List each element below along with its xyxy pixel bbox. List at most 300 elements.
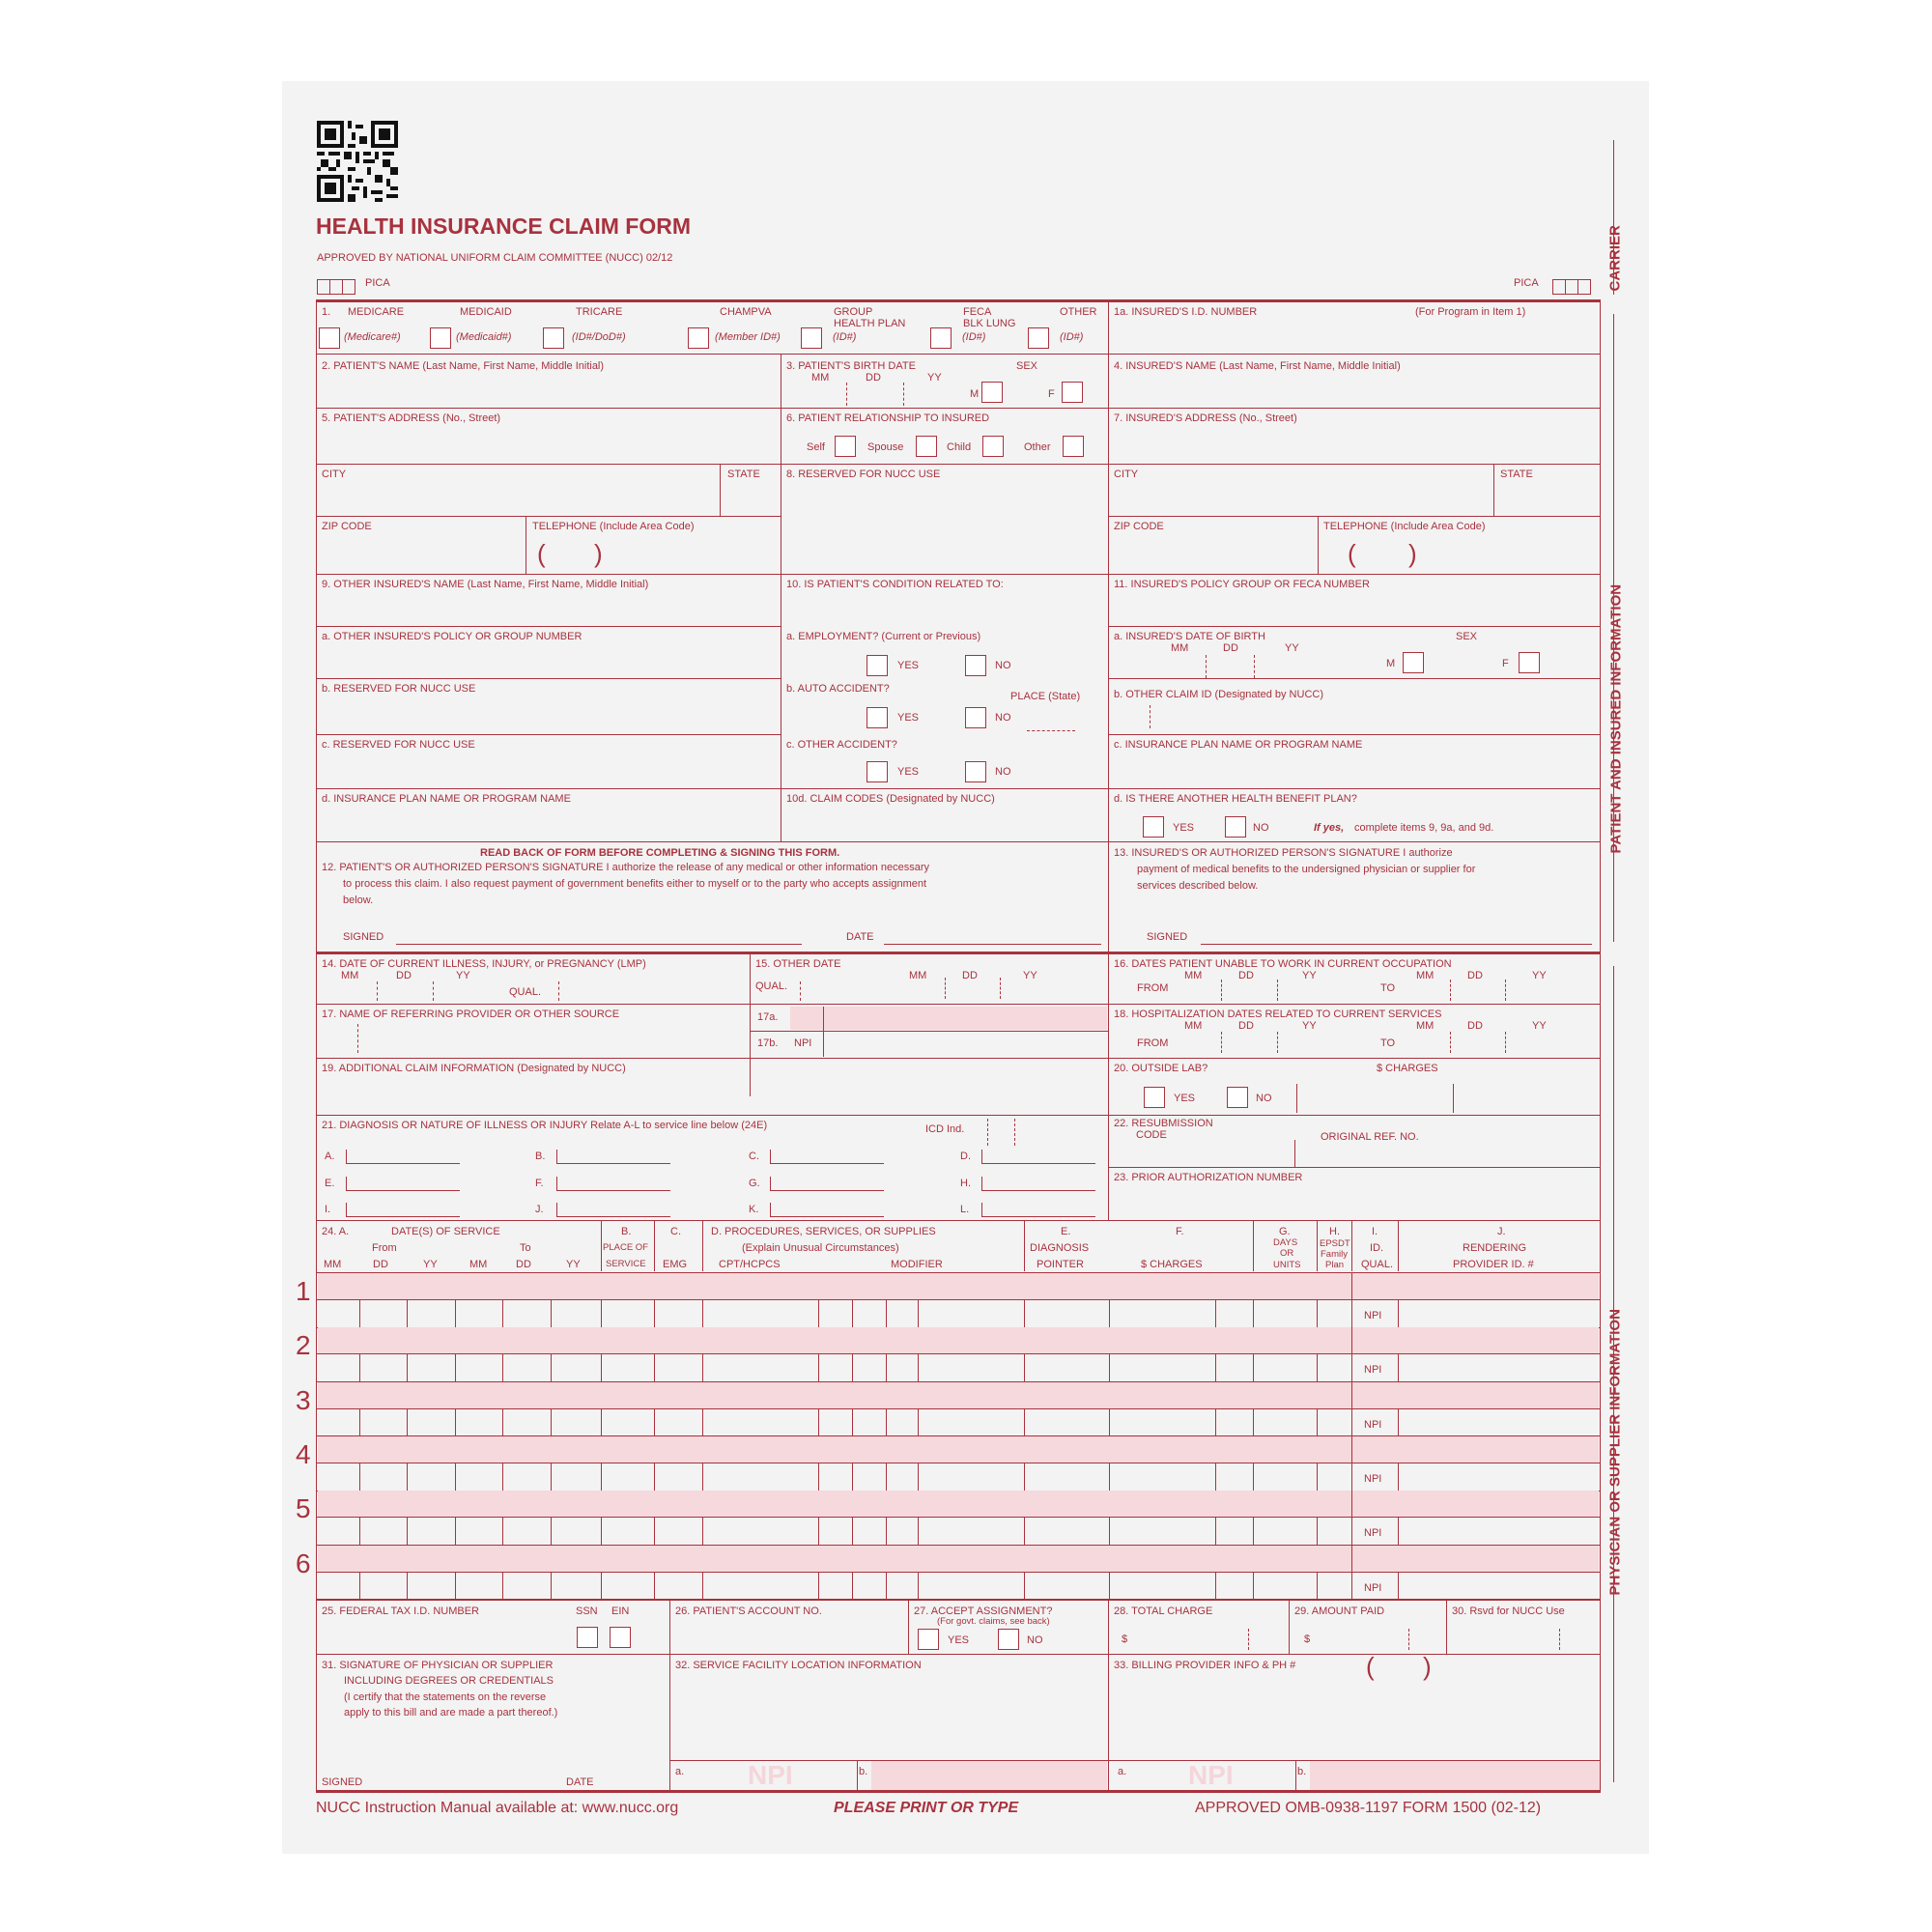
insured-name-field[interactable] — [1111, 377, 1599, 406]
service-line-column-sep — [359, 1517, 360, 1545]
hosp-sep-4 — [1505, 1032, 1506, 1053]
insured-signed-label: SIGNED — [1147, 931, 1188, 943]
outside-lab-sep-1 — [1296, 1084, 1297, 1113]
side-label-patient: PATIENT AND INSURED INFORMATION — [1607, 583, 1625, 854]
diagnosis-field-bar — [556, 1203, 557, 1216]
rel-self-label: Self — [807, 441, 825, 453]
service-line-column-sep — [601, 1299, 602, 1327]
diagnosis-field-bar — [346, 1150, 347, 1163]
pica-left-box-1[interactable] — [317, 279, 330, 295]
svc-explain-label: (Explain Unusual Circumstances) — [742, 1242, 899, 1254]
patient-phone-paren-close: ) — [594, 539, 603, 568]
svc-days-label: DAYS — [1273, 1237, 1298, 1248]
feca-label-1: FECA — [963, 306, 992, 318]
service-line-column-sep — [407, 1408, 408, 1436]
diagnosis-field[interactable] — [981, 1216, 1095, 1217]
svc-from-label: From — [372, 1242, 397, 1254]
other-date-sep-1 — [945, 978, 946, 999]
svc-j-label: J. — [1497, 1226, 1506, 1237]
unable-to-mm: MM — [1416, 970, 1435, 981]
physician-arrow — [1613, 966, 1614, 1782]
physician-signature-label-4: apply to this bill and are made a part thereof.) — [344, 1707, 558, 1719]
service-line-column-sep — [1317, 1517, 1318, 1545]
other-claim-id-sep — [1150, 705, 1151, 728]
referring-sep — [357, 1024, 358, 1053]
birth-date-label: 3. PATIENT'S BIRTH DATE — [786, 360, 916, 372]
svc-g-label: G. — [1279, 1226, 1291, 1237]
svc-family-label: Family — [1321, 1249, 1348, 1260]
physician-signature-label-2: INCLUDING DEGREES OR CREDENTIALS — [344, 1675, 554, 1687]
additional-info-field[interactable] — [319, 1079, 1106, 1114]
diagnosis-letter: H. — [960, 1178, 971, 1189]
service-line-column-sep — [818, 1517, 819, 1545]
rel-other-checkbox[interactable] — [1063, 436, 1084, 457]
other-id-hint: (ID#) — [1060, 331, 1084, 343]
illness-dd: DD — [396, 970, 412, 981]
insured-signature-text-1: 13. INSURED'S OR AUTHORIZED PERSON'S SIGNATURE I authorize — [1114, 847, 1453, 859]
patient-address-field[interactable] — [319, 429, 778, 462]
medicare-checkbox[interactable] — [319, 327, 340, 349]
patient-date-line — [884, 944, 1101, 945]
resubmission-sep — [1294, 1140, 1295, 1167]
outside-lab-charges-label: $ CHARGES — [1377, 1063, 1438, 1074]
facility-b-field[interactable] — [871, 1761, 1107, 1790]
service-line-column-sep — [886, 1463, 887, 1491]
service-line-column-sep — [407, 1463, 408, 1491]
service-line-npi-label: NPI — [1364, 1418, 1382, 1431]
relationship-label: 6. PATIENT RELATIONSHIP TO INSURED — [786, 412, 990, 424]
service-column-i-rule — [1351, 1273, 1352, 1600]
auto-yes-checkbox[interactable] — [867, 707, 888, 728]
champva-label: CHAMPVA — [720, 306, 772, 318]
service-line-npi-label: NPI — [1364, 1472, 1382, 1485]
bottom-border — [316, 1790, 1601, 1793]
service-line-number: 2 — [296, 1330, 311, 1361]
other-date-label: 15. OTHER DATE — [755, 958, 841, 970]
service-line-column-sep — [502, 1572, 503, 1600]
place-state-line — [1027, 730, 1075, 731]
service-line-column-sep — [702, 1353, 703, 1381]
service-line-column-sep — [1024, 1299, 1025, 1327]
hosp-to-yy: YY — [1532, 1020, 1547, 1032]
billing-provider-field[interactable] — [1111, 1689, 1599, 1758]
svc-to-dd: DD — [516, 1259, 531, 1270]
approved-note: APPROVED BY NATIONAL UNIFORM CLAIM COMMITTEE (NUCC) 02/12 — [317, 252, 673, 264]
svc-modifier-label: MODIFIER — [891, 1259, 943, 1270]
billing-a-field[interactable] — [1132, 1761, 1293, 1790]
service-line-column-sep — [1398, 1408, 1399, 1436]
other-date-yy: YY — [1023, 970, 1037, 981]
other-checkbox[interactable] — [1028, 327, 1049, 349]
insured-id-field[interactable] — [1111, 323, 1599, 352]
diagnosis-field[interactable] — [981, 1190, 1095, 1191]
rule-24-end — [316, 1600, 1601, 1601]
pica-left-box-2[interactable] — [329, 279, 343, 295]
physician-signature-field[interactable] — [319, 1729, 667, 1774]
service-line-column-sep — [1215, 1353, 1216, 1381]
sep-29-30 — [1446, 1600, 1447, 1654]
pica-right-box-2[interactable] — [1565, 279, 1578, 295]
pica-left-box-3[interactable] — [342, 279, 355, 295]
service-line-column-sep — [502, 1353, 503, 1381]
service-line-column-sep — [1109, 1572, 1110, 1600]
service-line-column-sep — [1024, 1517, 1025, 1545]
patient-phone-paren-open: ( — [537, 539, 546, 568]
facility-a-field[interactable] — [691, 1761, 855, 1790]
patient-signed-label: SIGNED — [343, 931, 384, 943]
side-label-carrier: CARRIER — [1606, 225, 1624, 292]
employment-yes-checkbox[interactable] — [867, 655, 888, 676]
service-line-column-sep — [1215, 1463, 1216, 1491]
diagnosis-letter: D. — [960, 1151, 971, 1162]
federal-tax-label: 25. FEDERAL TAX I.D. NUMBER — [322, 1605, 480, 1617]
service-facility-field[interactable] — [672, 1677, 1105, 1758]
field-17a-band[interactable] — [790, 1007, 1107, 1030]
insured-signature-text-2: payment of medical benefits to the undersigned physician or supplier for — [1137, 864, 1476, 875]
medicaid-checkbox[interactable] — [430, 327, 451, 349]
outside-lab-no-checkbox[interactable] — [1227, 1087, 1248, 1108]
ein-checkbox[interactable] — [610, 1627, 631, 1648]
svc-or-label: OR — [1280, 1248, 1294, 1259]
other-date-mm: MM — [909, 970, 927, 981]
insured-city-label: CITY — [1114, 469, 1139, 480]
icd-ind-label: ICD Ind. — [925, 1123, 965, 1135]
pica-right-box-1[interactable] — [1552, 279, 1566, 295]
service-line-column-sep — [359, 1408, 360, 1436]
diagnosis-field[interactable] — [346, 1190, 460, 1191]
tricare-id-hint: (ID#/DoD#) — [572, 331, 626, 343]
tricare-checkbox[interactable] — [543, 327, 564, 349]
unable-from-mm: MM — [1184, 970, 1203, 981]
diagnosis-field[interactable] — [770, 1216, 884, 1217]
unable-from-label: FROM — [1137, 982, 1169, 994]
champva-checkbox[interactable] — [688, 327, 709, 349]
patient-name-field[interactable] — [319, 377, 778, 406]
paid-cents-sep — [1408, 1629, 1409, 1650]
billing-b-field[interactable] — [1310, 1761, 1600, 1790]
service-line-column-sep — [601, 1463, 602, 1491]
service-line-column-sep — [702, 1572, 703, 1600]
service-line-column-sep — [654, 1353, 655, 1381]
another-plan-no-label: NO — [1253, 822, 1269, 834]
accept-assignment-label: 27. ACCEPT ASSIGNMENT? — [914, 1605, 1053, 1617]
diagnosis-field-bar — [556, 1177, 557, 1190]
other-accident-no-label: NO — [995, 766, 1011, 778]
patient-date-label: DATE — [846, 931, 874, 943]
pica-right-label: PICA — [1514, 277, 1539, 289]
diagnosis-field[interactable] — [556, 1216, 670, 1217]
employment-label: a. EMPLOYMENT? (Current or Previous) — [786, 631, 981, 642]
amount-paid-dollar: $ — [1304, 1634, 1311, 1645]
illness-qual-sep — [558, 981, 559, 1001]
service-line-column-sep — [359, 1353, 360, 1381]
service-line-column-sep — [1253, 1572, 1254, 1600]
feca-label-2: BLK LUNG — [963, 318, 1016, 329]
svc-hdr-sep-j — [1398, 1220, 1399, 1271]
employment-no-checkbox[interactable] — [965, 655, 986, 676]
accept-yes-label: YES — [948, 1634, 970, 1646]
other-date-qual-label: QUAL. — [755, 980, 788, 992]
outside-lab-sep-2 — [1453, 1084, 1454, 1113]
service-line-column-sep — [359, 1572, 360, 1600]
rel-self-checkbox[interactable] — [835, 436, 856, 457]
accept-yes-checkbox[interactable] — [918, 1629, 939, 1650]
unable-sep-2 — [1277, 980, 1278, 1001]
insured-dob-label: a. INSURED'S DATE OF BIRTH — [1114, 631, 1265, 642]
patient-city-sep — [720, 464, 721, 516]
service-line-column-sep — [852, 1463, 853, 1491]
insured-phone-paren-close: ) — [1408, 539, 1417, 568]
service-line-column-sep — [918, 1572, 919, 1600]
diagnosis-field[interactable] — [556, 1163, 670, 1164]
service-line-column-sep — [359, 1299, 360, 1327]
field-17a-label: 17a. — [757, 1011, 779, 1023]
champva-id-hint: (Member ID#) — [715, 331, 781, 343]
service-line-column-sep — [551, 1299, 552, 1327]
other-insured-label: 9. OTHER INSURED'S NAME (Last Name, First Name, Middle Initial) — [322, 579, 649, 590]
service-line-column-sep — [1253, 1299, 1254, 1327]
accept-no-checkbox[interactable] — [998, 1629, 1019, 1650]
service-line-column-sep — [918, 1517, 919, 1545]
insured-zip-label: ZIP CODE — [1114, 521, 1164, 532]
service-line-column-sep — [852, 1572, 853, 1600]
insured-sex-f-label: F — [1502, 658, 1509, 669]
insured-sex-f-checkbox[interactable] — [1519, 652, 1540, 673]
qr-code-icon — [317, 121, 398, 202]
outside-lab-label: 20. OUTSIDE LAB? — [1114, 1063, 1208, 1074]
outside-lab-yes-checkbox[interactable] — [1144, 1087, 1165, 1108]
group-checkbox[interactable] — [801, 327, 822, 349]
svc-dates-label: DATE(S) OF SERVICE — [391, 1226, 500, 1237]
service-line-column-sep — [359, 1463, 360, 1491]
rel-spouse-label: Spouse — [867, 441, 904, 453]
service-line-number: 5 — [296, 1493, 311, 1524]
if-yes-instruction: complete items 9, 9a, and 9d. — [1354, 822, 1494, 834]
service-line-column-sep — [1024, 1463, 1025, 1491]
svc-hdr-sep-d — [702, 1220, 703, 1271]
rule-4a — [316, 516, 781, 517]
service-line-column-sep — [455, 1463, 456, 1491]
diagnosis-field[interactable] — [770, 1163, 884, 1164]
svc-hdr-sep-g — [1253, 1220, 1254, 1271]
patient-sex-m-checkbox[interactable] — [981, 382, 1003, 403]
diagnosis-field[interactable] — [556, 1190, 670, 1191]
facility-ab-sep — [857, 1760, 858, 1791]
unable-sep-3 — [1450, 980, 1451, 1001]
other-date-dd: DD — [962, 970, 978, 981]
patient-zip-label: ZIP CODE — [322, 521, 372, 532]
other-accident-yes-checkbox[interactable] — [867, 761, 888, 782]
birth-mm: MM — [811, 372, 830, 384]
billing-b-label: b. — [1297, 1766, 1307, 1777]
service-line-shaded[interactable] — [318, 1436, 1599, 1463]
unable-from-yy: YY — [1302, 970, 1317, 981]
group-label-2: HEALTH PLAN — [834, 318, 906, 329]
service-line-shaded[interactable] — [318, 1546, 1599, 1572]
service-line-column-sep — [407, 1517, 408, 1545]
other-accident-label: c. OTHER ACCIDENT? — [786, 739, 897, 751]
outside-lab-no-label: NO — [1256, 1093, 1272, 1104]
diagnosis-field[interactable] — [770, 1190, 884, 1191]
ssn-checkbox[interactable] — [577, 1627, 598, 1648]
diagnosis-field-bar — [981, 1177, 982, 1190]
service-line-shaded[interactable] — [318, 1273, 1599, 1299]
rule-9 — [316, 788, 1601, 789]
patient-sex-f-checkbox[interactable] — [1062, 382, 1083, 403]
hosp-to-mm: MM — [1416, 1020, 1435, 1032]
service-line-column-sep — [654, 1463, 655, 1491]
patient-signature-field[interactable] — [396, 923, 802, 944]
total-charge-label: 28. TOTAL CHARGE — [1114, 1605, 1213, 1617]
service-line-column-sep — [551, 1353, 552, 1381]
service-line-shaded[interactable] — [318, 1491, 1599, 1517]
group-id-hint: (ID#) — [833, 331, 857, 343]
field-17b-input[interactable] — [826, 1033, 1106, 1056]
svc-rendering-label: RENDERING — [1463, 1242, 1527, 1254]
rule-13 — [316, 1058, 1601, 1059]
service-line-column-sep — [852, 1408, 853, 1436]
auto-yes-label: YES — [897, 712, 920, 724]
patient-signature-text-1: 12. PATIENT'S OR AUTHORIZED PERSON'S SIGNATURE I authorize the release of any medical or other information necessary — [322, 862, 929, 873]
service-line-column-sep — [886, 1572, 887, 1600]
service-line-column-sep — [1215, 1517, 1216, 1545]
svc-epsdt-label: EPSDT — [1320, 1238, 1350, 1249]
service-line-column-sep — [918, 1408, 919, 1436]
illness-yy: YY — [456, 970, 470, 981]
service-line-column-sep — [702, 1408, 703, 1436]
service-line-column-sep — [818, 1408, 819, 1436]
illness-mm: MM — [341, 970, 359, 981]
service-line-number: 3 — [296, 1384, 311, 1415]
svc-diagnosis-label: DIAGNOSIS — [1030, 1242, 1090, 1254]
service-line-column-sep — [601, 1408, 602, 1436]
left-border — [316, 299, 317, 1792]
service-line-column-sep — [1215, 1572, 1216, 1600]
diagnosis-field-bar — [770, 1150, 771, 1163]
diagnosis-field[interactable] — [346, 1216, 460, 1217]
service-line-column-sep — [1398, 1572, 1399, 1600]
patient-signed-line — [396, 944, 802, 945]
diagnosis-field[interactable] — [981, 1163, 1095, 1164]
insured-address-field[interactable] — [1111, 429, 1599, 462]
insured-signed-line — [1201, 944, 1592, 945]
svc-hdr-sep-b — [601, 1220, 602, 1271]
original-ref-label: ORIGINAL REF. NO. — [1321, 1131, 1419, 1143]
feca-id-hint: (ID#) — [962, 331, 986, 343]
ssn-label: SSN — [576, 1605, 598, 1617]
patient-city-label: CITY — [322, 469, 347, 480]
footer-print-notice: PLEASE PRINT OR TYPE — [834, 1800, 1019, 1816]
employment-no-label: NO — [995, 660, 1011, 671]
diagnosis-field-bar — [770, 1203, 771, 1216]
patient-arrow — [1613, 314, 1614, 942]
service-line-column-sep — [654, 1299, 655, 1327]
insured-sex-m-checkbox[interactable] — [1403, 652, 1424, 673]
other-date-qual-sep — [800, 981, 801, 1001]
another-plan-no-checkbox[interactable] — [1225, 816, 1246, 838]
svc-id-label: ID. — [1370, 1242, 1384, 1254]
insurance-plan-label: c. INSURANCE PLAN NAME OR PROGRAM NAME — [1114, 739, 1363, 751]
svc-e-label: E. — [1061, 1226, 1071, 1237]
accept-no-label: NO — [1027, 1634, 1043, 1646]
svc-to-label: To — [520, 1242, 531, 1254]
hosp-sep-2 — [1277, 1032, 1278, 1053]
service-line-column-sep — [551, 1408, 552, 1436]
rule-15b — [1108, 1167, 1601, 1168]
rel-child-checkbox[interactable] — [982, 436, 1004, 457]
service-line-column-sep — [407, 1572, 408, 1600]
item-1-number: 1. — [322, 306, 331, 318]
service-line-column-sep — [654, 1572, 655, 1600]
sep-28-29 — [1289, 1600, 1290, 1654]
auto-no-checkbox[interactable] — [965, 707, 986, 728]
hosp-to-dd: DD — [1467, 1020, 1483, 1032]
svc-to-yy: YY — [566, 1259, 581, 1270]
group-label-1: GROUP — [834, 306, 873, 318]
rule-14 — [316, 1115, 1601, 1116]
diagnosis-letter: I. — [325, 1204, 331, 1215]
service-line-shaded[interactable] — [318, 1382, 1599, 1408]
other-accident-no-checkbox[interactable] — [965, 761, 986, 782]
service-line-column-sep — [601, 1353, 602, 1381]
field-17-mid — [750, 1031, 1108, 1032]
service-line-column-sep — [918, 1463, 919, 1491]
service-line-column-sep — [1024, 1408, 1025, 1436]
patient-date-field[interactable] — [884, 923, 1101, 944]
unable-sep-4 — [1505, 980, 1506, 1001]
svc-f-label: F. — [1176, 1226, 1184, 1237]
diagnosis-field-bar — [770, 1177, 771, 1190]
diagnosis-field[interactable] — [346, 1163, 460, 1164]
service-line-column-sep — [654, 1517, 655, 1545]
feca-checkbox[interactable] — [930, 327, 952, 349]
rel-spouse-checkbox[interactable] — [916, 436, 937, 457]
another-plan-yes-checkbox[interactable] — [1143, 816, 1164, 838]
birth-sep-1 — [846, 383, 847, 406]
service-line-column-sep — [1109, 1299, 1110, 1327]
insured-signature-field[interactable] — [1201, 923, 1592, 944]
service-line-column-sep — [455, 1408, 456, 1436]
service-line-divider — [316, 1299, 1601, 1300]
rule-25 — [316, 1654, 1601, 1655]
service-line-column-sep — [1024, 1572, 1025, 1600]
svc-qual-label: QUAL. — [1361, 1259, 1394, 1270]
service-line-column-sep — [1109, 1517, 1110, 1545]
billing-phone-paren-close: ) — [1423, 1652, 1432, 1681]
diagnosis-field-bar — [556, 1150, 557, 1163]
svc-charges-label: $ CHARGES — [1141, 1259, 1203, 1270]
sep-25-26 — [669, 1600, 670, 1791]
service-line-column-sep — [886, 1299, 887, 1327]
birth-dd: DD — [866, 372, 881, 384]
service-line-shaded[interactable] — [318, 1327, 1599, 1353]
rule-4b — [1108, 516, 1601, 517]
svc-hdr-sep-i — [1351, 1220, 1352, 1271]
pica-right-box-3[interactable] — [1577, 279, 1591, 295]
sep-14-15 — [750, 952, 751, 1096]
service-line-number: 4 — [296, 1438, 311, 1469]
outside-lab-yes-label: YES — [1174, 1093, 1196, 1104]
svc-hdr-sep-e — [1024, 1220, 1025, 1271]
facility-npi-ghost: NPI — [748, 1760, 793, 1790]
prior-auth-field[interactable] — [1111, 1188, 1599, 1217]
service-line-column-sep — [702, 1299, 703, 1327]
ein-label: EIN — [611, 1605, 630, 1617]
service-line-column-sep — [502, 1517, 503, 1545]
another-plan-yes-label: YES — [1173, 822, 1195, 834]
service-line-column-sep — [886, 1353, 887, 1381]
svc-hdr-sep-c — [654, 1220, 655, 1271]
